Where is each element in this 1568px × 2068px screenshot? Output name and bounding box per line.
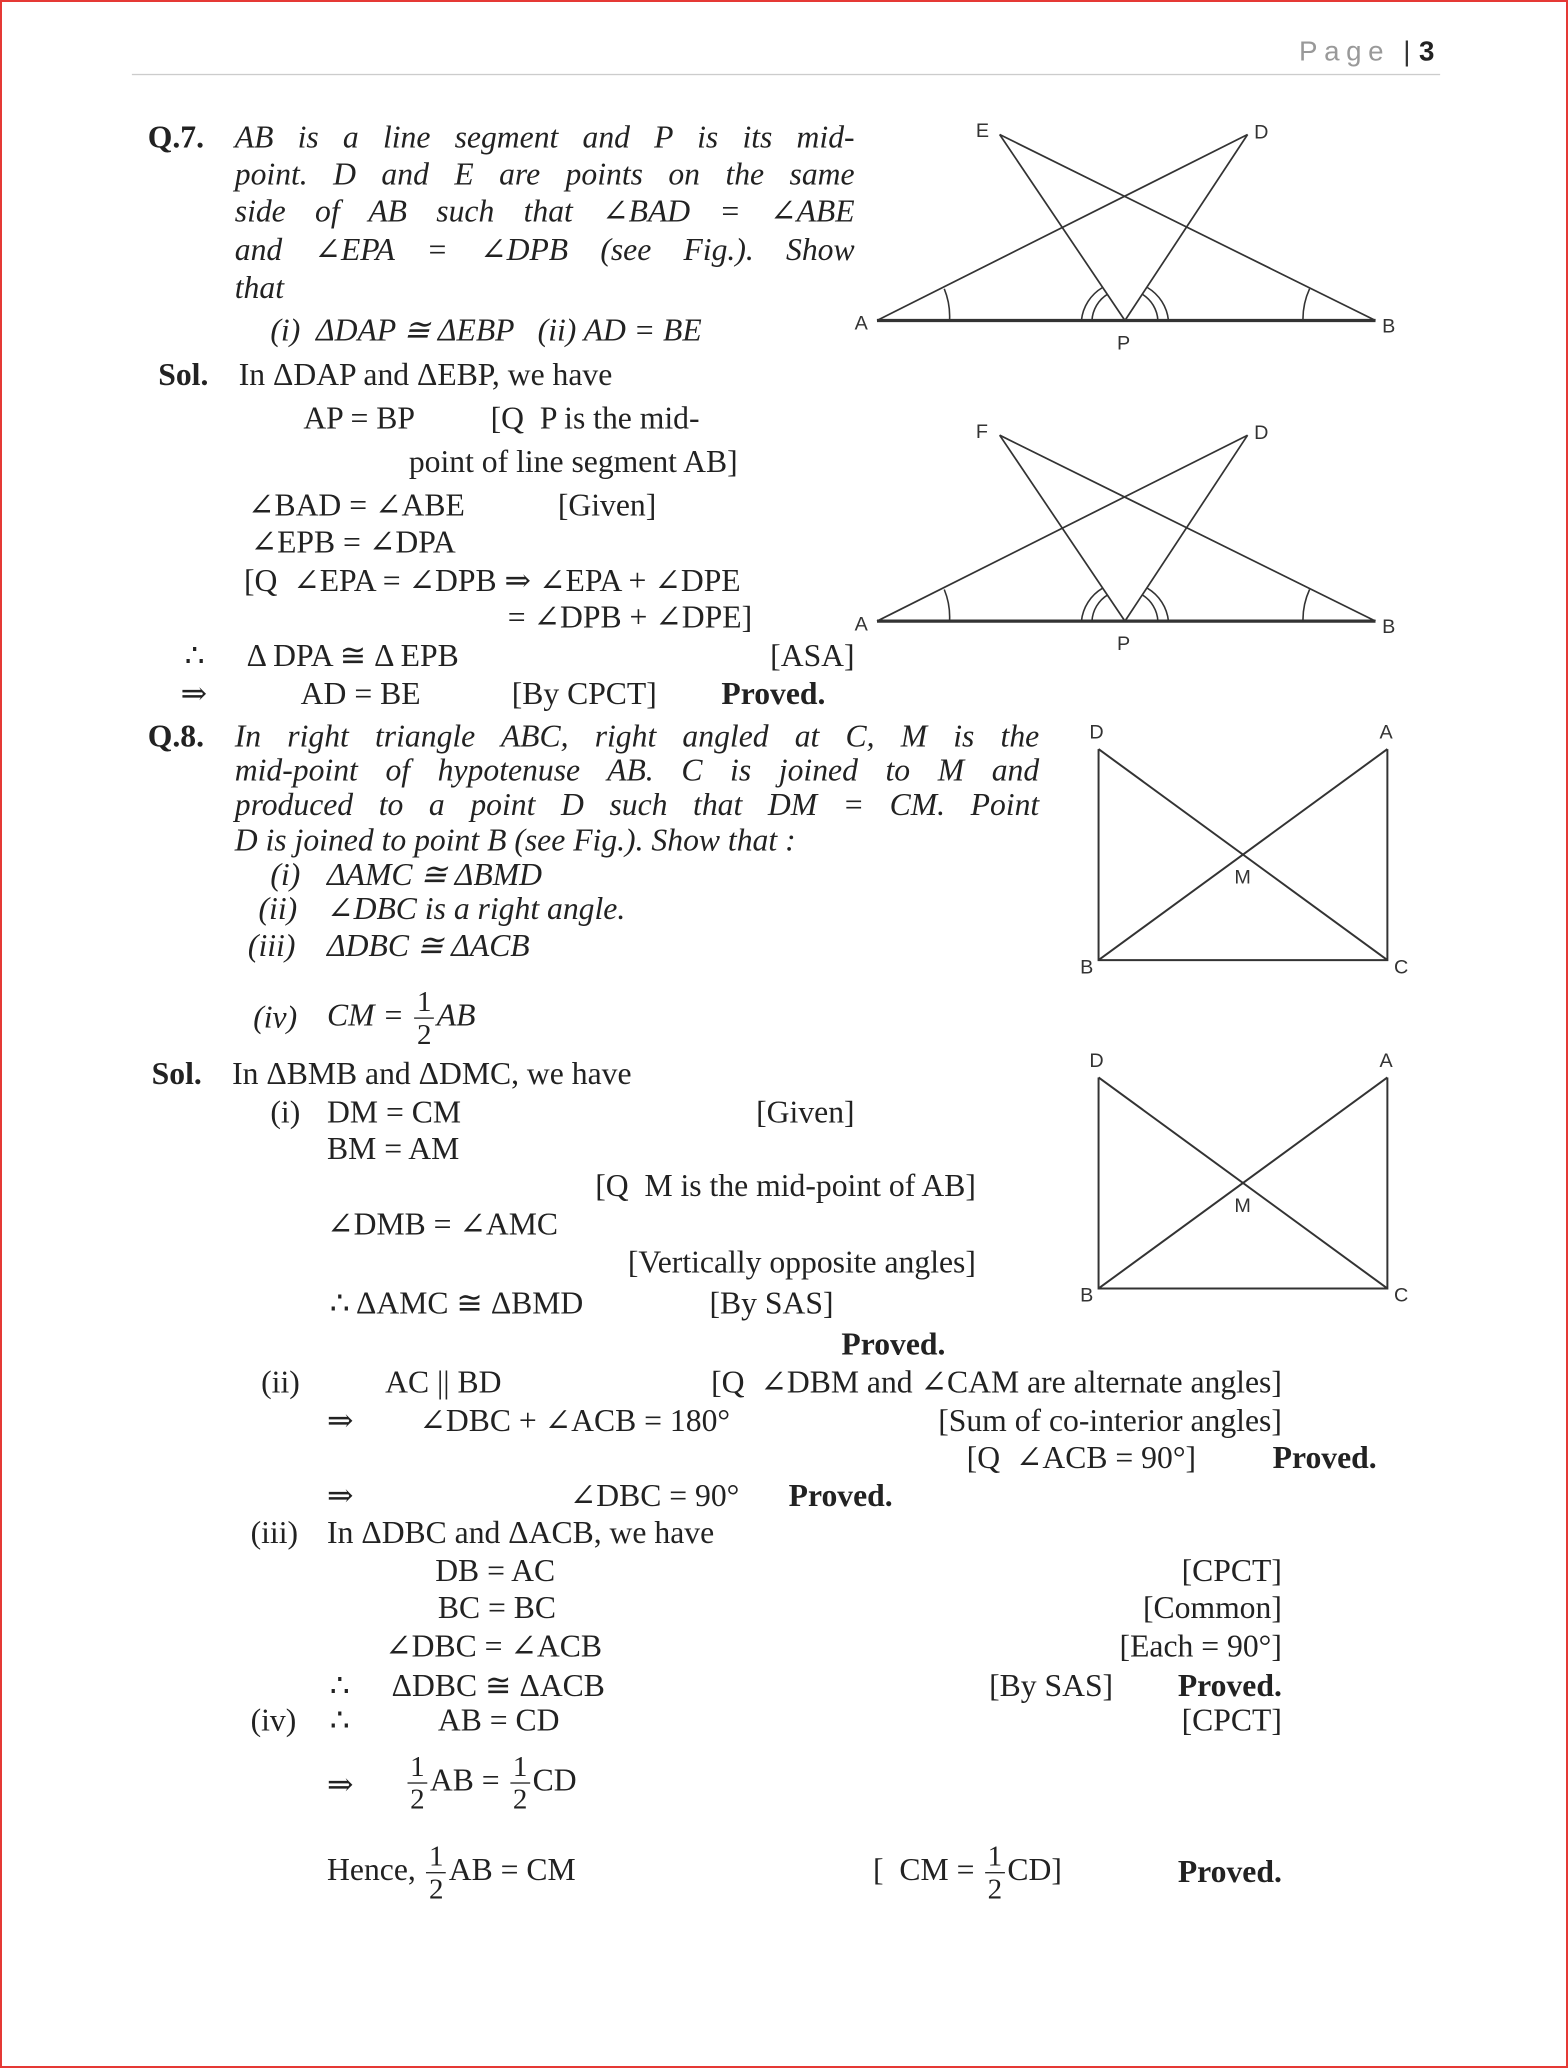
reason: [Q ∠EPA = ∠DPB ⇒ ∠EPA + ∠DPE bbox=[243, 564, 741, 599]
segment-pe bbox=[1000, 435, 1125, 621]
reason-text: [ CM = bbox=[873, 1853, 975, 1888]
sol-label: Sol. bbox=[151, 1057, 202, 1092]
denominator: 2 bbox=[417, 1017, 432, 1051]
therefore-symbol: ∴ bbox=[184, 639, 205, 674]
reason: [Q ∠DBM and ∠CAM are alternate angles] bbox=[711, 1366, 1282, 1401]
implies-symbol: ⇒ bbox=[327, 1404, 354, 1439]
step: ∠BAD = ∠ABE bbox=[247, 489, 465, 524]
reason: [Each = 90°] bbox=[1119, 1630, 1282, 1665]
part-text-pre: CM = bbox=[327, 999, 412, 1034]
step: BC = BC bbox=[437, 1591, 556, 1627]
reason: [By CPCT] bbox=[511, 677, 657, 713]
proved-label: Proved. bbox=[1272, 1441, 1377, 1476]
step: AP = BP bbox=[303, 402, 416, 437]
reason: [Q ∠ACB = 90°] bbox=[966, 1441, 1197, 1476]
label-a: A bbox=[1379, 1049, 1393, 1072]
implies-symbol: ⇒ bbox=[327, 1479, 354, 1514]
reason: [Common] bbox=[1142, 1591, 1282, 1627]
part-text: ∠DBC is a right angle. bbox=[327, 892, 626, 928]
label-m: M bbox=[1234, 1194, 1251, 1217]
label-b: B bbox=[1080, 956, 1094, 979]
step: ∠EPB = ∠DPA bbox=[250, 526, 456, 561]
q7-label: Q.7. bbox=[147, 121, 204, 156]
step: AB = CD bbox=[437, 1703, 560, 1739]
label-m: M bbox=[1234, 866, 1251, 889]
step: ∠DBC = 90° bbox=[569, 1479, 740, 1514]
step: AC || BD bbox=[385, 1366, 502, 1401]
label-b: B bbox=[1080, 1284, 1094, 1307]
page-divider: | bbox=[1403, 36, 1411, 68]
label-c: C bbox=[1393, 956, 1409, 979]
label-d: D bbox=[1089, 721, 1104, 744]
implies-symbol: ⇒ bbox=[327, 1768, 354, 1803]
step: In ΔDBC and ΔACB, we have bbox=[327, 1516, 715, 1551]
sol-intro: In ΔDAP and ΔEBP, we have bbox=[238, 358, 613, 394]
reason: [ASA] bbox=[770, 639, 855, 674]
numerator: 1 bbox=[414, 987, 434, 1019]
part-number: (iv) bbox=[253, 1000, 298, 1036]
proved-label: Proved. bbox=[1177, 1669, 1282, 1704]
page-label: Page bbox=[1299, 36, 1391, 68]
q7-line: and ∠EPA = ∠DPB (see Fig.). Show bbox=[234, 233, 855, 268]
reason: point of line segment AB] bbox=[408, 445, 738, 481]
q7-line: that bbox=[234, 271, 284, 306]
reason: [Sum of co-interior angles] bbox=[938, 1404, 1282, 1439]
part-number: (i) bbox=[270, 858, 301, 893]
q7-parts: (i) ΔDAP ≅ ΔEBP (ii) AD = BE bbox=[270, 313, 702, 349]
page-number: 3 bbox=[1419, 36, 1435, 68]
numerator: 1 bbox=[426, 1842, 446, 1874]
step: ∴ ΔAMC ≅ ΔBMD bbox=[329, 1287, 584, 1322]
figure-q7-2 bbox=[855, 421, 1396, 655]
label-d: D bbox=[1089, 1049, 1104, 1072]
denominator: 2 bbox=[429, 1872, 444, 1906]
label-a: A bbox=[854, 312, 868, 335]
step: BM = AM bbox=[327, 1132, 460, 1168]
denominator: 2 bbox=[512, 1782, 528, 1816]
q8-line: In right triangle ABC, right angled at C, M is the bbox=[234, 720, 1040, 755]
label-d: D bbox=[1254, 121, 1269, 144]
reason: [Given] bbox=[557, 489, 657, 524]
label-f: F bbox=[975, 420, 988, 443]
proved-label: Proved. bbox=[1177, 1855, 1282, 1890]
segment-be bbox=[1000, 435, 1376, 621]
numerator: 1 bbox=[408, 1752, 428, 1784]
step: ∠DBC = ∠ACB bbox=[385, 1630, 602, 1665]
part-number: (iii) bbox=[247, 929, 296, 965]
q8-line: mid-point of hypotenuse AB. C is joined to M and bbox=[234, 754, 1040, 789]
therefore-symbol: ∴ bbox=[329, 1703, 350, 1739]
label-e: E bbox=[975, 120, 990, 143]
reason: [Q M is the mid-point of AB] bbox=[595, 1169, 976, 1205]
reason: [Vertically opposite angles] bbox=[627, 1246, 976, 1281]
reason: [Given] bbox=[756, 1095, 855, 1131]
label-b: B bbox=[1382, 616, 1396, 639]
proved-label: Proved. bbox=[788, 1479, 893, 1514]
part-number: (ii) bbox=[261, 1366, 300, 1401]
step: AD = BE bbox=[300, 677, 421, 713]
q7-line: point. D and E are points on the same bbox=[234, 158, 855, 193]
implies-symbol: ⇒ bbox=[180, 677, 208, 713]
label-a: A bbox=[1379, 721, 1393, 744]
q8-label: Q.8. bbox=[147, 720, 204, 755]
sol-intro: In ΔBMB and ΔDMC, we have bbox=[232, 1057, 632, 1092]
numerator: 1 bbox=[985, 1842, 1005, 1874]
numerator: 1 bbox=[510, 1752, 530, 1784]
angle-arcs bbox=[944, 588, 1309, 621]
denominator: 2 bbox=[987, 1872, 1003, 1906]
angle-arcs bbox=[944, 287, 1309, 320]
q7-line: side of AB such that ∠BAD = ∠ABE bbox=[234, 195, 855, 230]
hence-text: Hence, bbox=[327, 1853, 416, 1888]
label-b: B bbox=[1382, 315, 1396, 338]
figure-q7-1 bbox=[877, 135, 1376, 321]
label-a: A bbox=[854, 613, 868, 636]
figure-q8-1 bbox=[1080, 722, 1408, 979]
label-p: P bbox=[1117, 633, 1131, 656]
step-text: AB = bbox=[429, 1763, 500, 1799]
reason: [CPCT] bbox=[1181, 1703, 1282, 1739]
proved-label: Proved. bbox=[721, 677, 826, 713]
step: ∠DBC + ∠ACB = 180° bbox=[419, 1404, 731, 1439]
q8-line: produced to a point D such that DM = CM. Point bbox=[234, 788, 1040, 823]
denominator: 2 bbox=[410, 1782, 425, 1816]
part-text: ΔAMC ≅ ΔBMD bbox=[327, 858, 542, 893]
step: ΔDBC ≅ ΔACB bbox=[391, 1669, 605, 1704]
reason: = ∠DPB + ∠DPE] bbox=[507, 601, 753, 636]
q7-line: AB is a line segment and P is its mid- bbox=[234, 121, 855, 156]
part-text-post: AB bbox=[436, 999, 476, 1034]
reason: [By SAS] bbox=[989, 1669, 1114, 1704]
segment-pd bbox=[1125, 135, 1248, 321]
proved-label: Proved. bbox=[841, 1328, 946, 1363]
part-number: (iii) bbox=[250, 1516, 299, 1551]
segment-pd bbox=[1125, 435, 1248, 621]
step: Δ DPA ≅ Δ EPB bbox=[246, 639, 459, 674]
reason: [By SAS] bbox=[709, 1287, 834, 1322]
part-number: (iv) bbox=[250, 1703, 297, 1739]
step: DM = CM bbox=[327, 1095, 462, 1131]
figure-q8-2 bbox=[1080, 1050, 1408, 1307]
sol-label: Sol. bbox=[158, 358, 209, 394]
reason: [Q P is the mid- bbox=[490, 402, 700, 437]
reason-text: CD] bbox=[1007, 1853, 1062, 1888]
label-c: C bbox=[1393, 1284, 1409, 1307]
q8-line: D is joined to point B (see Fig.). Show that : bbox=[234, 824, 796, 859]
step: DB = AC bbox=[435, 1554, 556, 1590]
part-text: ΔDBC ≅ ΔACB bbox=[327, 929, 530, 965]
label-p: P bbox=[1117, 332, 1131, 355]
reason: [CPCT] bbox=[1181, 1554, 1282, 1590]
step-text: AB = CM bbox=[448, 1853, 576, 1888]
segment-pe bbox=[1000, 135, 1125, 321]
label-d: D bbox=[1254, 422, 1269, 445]
part-number: (i) bbox=[270, 1095, 301, 1131]
step: ∠DMB = ∠AMC bbox=[327, 1208, 559, 1243]
segment-be bbox=[1000, 135, 1376, 321]
therefore-symbol: ∴ bbox=[329, 1669, 350, 1704]
step-text: CD bbox=[532, 1763, 577, 1799]
part-number: (ii) bbox=[258, 892, 298, 928]
